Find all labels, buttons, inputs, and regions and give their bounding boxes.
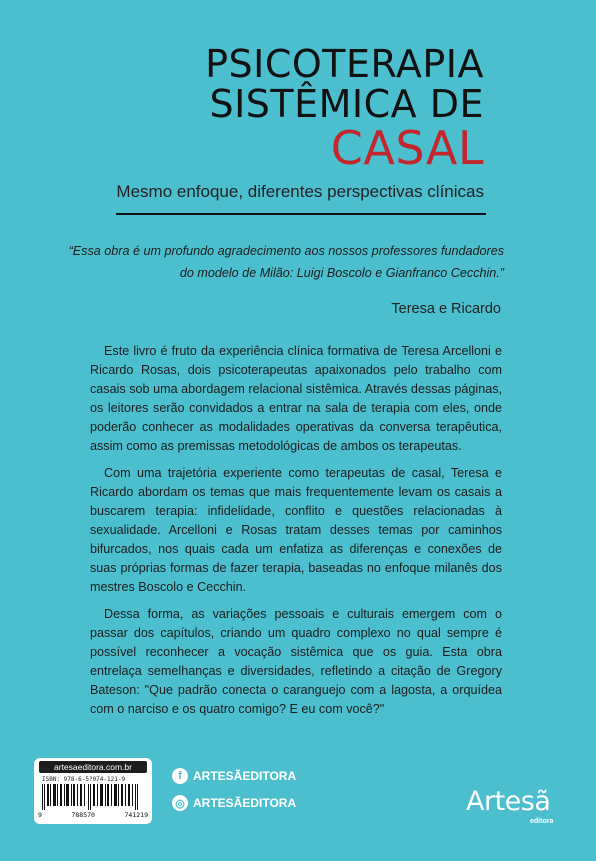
quote-author: Teresa e Ricardo (391, 301, 501, 317)
facebook-label: ARTESÃEDITORA (193, 769, 297, 783)
instagram-icon: ◎ (172, 795, 188, 811)
barcode-digits-right: 741219 (124, 811, 148, 819)
barcode-panel (34, 758, 152, 824)
synopsis (90, 342, 502, 727)
synopsis-paragraph-2: Com uma trajetória experiente como terapeutas de casal, Teresa e Ricardo abordam os temas que mais frequentemente levam os casais a buscarem terapia: infidelidade, conflito e questões relacionadas à sexualidade. Arcelloni e Rosas tratam desses temas por caminhos bifurcados, nos quais cada um enfatiza as diferenças e conexões de suas próprias formas de fazer terapia, baseadas no enfoque milanês dos mestres Boscolo e Cecchin. (90, 466, 502, 594)
facebook-icon: f (172, 768, 188, 784)
instagram-label: ARTESÃEDITORA (193, 796, 297, 810)
barcode-digit-left: 9 (38, 811, 42, 819)
publisher-logo: Artesã (466, 786, 551, 817)
title-line-3: CASAL (330, 121, 484, 175)
barcode-digits-mid: 788570 (71, 811, 95, 819)
title-divider (116, 213, 486, 215)
facebook-handle[interactable] (172, 768, 296, 784)
quote-line-1: “Essa obra é um profundo agradecimento aos nossos professores fundadores (68, 244, 504, 258)
title-line-2: SISTÊMICA DE (209, 82, 484, 126)
epigraph-quote (60, 240, 504, 284)
quote-line-2: do modelo de Milão: Luigi Boscolo e Gianfranco Cecchin.” (179, 266, 504, 280)
barcode-icon (40, 784, 146, 810)
instagram-handle[interactable] (172, 795, 296, 811)
book-title (205, 42, 484, 175)
synopsis-paragraph-1: Este livro é fruto da experiência clínica formativa de Teresa Arcelloni e Ricardo Rosas, dois psicoterapeutas apaixonados pelo trabalho com casais sob uma abordagem relacional sistêmica. Através dessas páginas, os leitores serão convidados a entrar na sala de terapia com eles, onde poderão conhecer as modalidades operativas da conversa terapêutica, assim como as premissas metodológicas de ambos os terapeutas. (90, 344, 502, 453)
isbn-number: ISBN: 978-6-5?074-121-9 (42, 776, 126, 783)
barcode-digits (38, 811, 148, 819)
synopsis-paragraph-3: Dessa forma, as variações pessoais e culturais emergem com o passar dos capítulos, criando um quadro complexo no qual sempre é possível reconhecer a vocação sistêmica que os guia. Esta obra entrelaça semelhanças e diversidades, refletindo a citação de Gregory Bateson: "Que padrão conecta o caranguejo com a lagosta, a orquídea com o narciso e os quatro comigo? E eu com você?" (90, 607, 502, 716)
publisher-logo-sub: editora (530, 818, 554, 825)
book-subtitle: Mesmo enfoque, diferentes perspectivas clínicas (116, 182, 484, 201)
title-line-1: PSICOTERAPIA (205, 42, 484, 86)
publisher-website: artesaeditora.com.br (39, 761, 147, 773)
